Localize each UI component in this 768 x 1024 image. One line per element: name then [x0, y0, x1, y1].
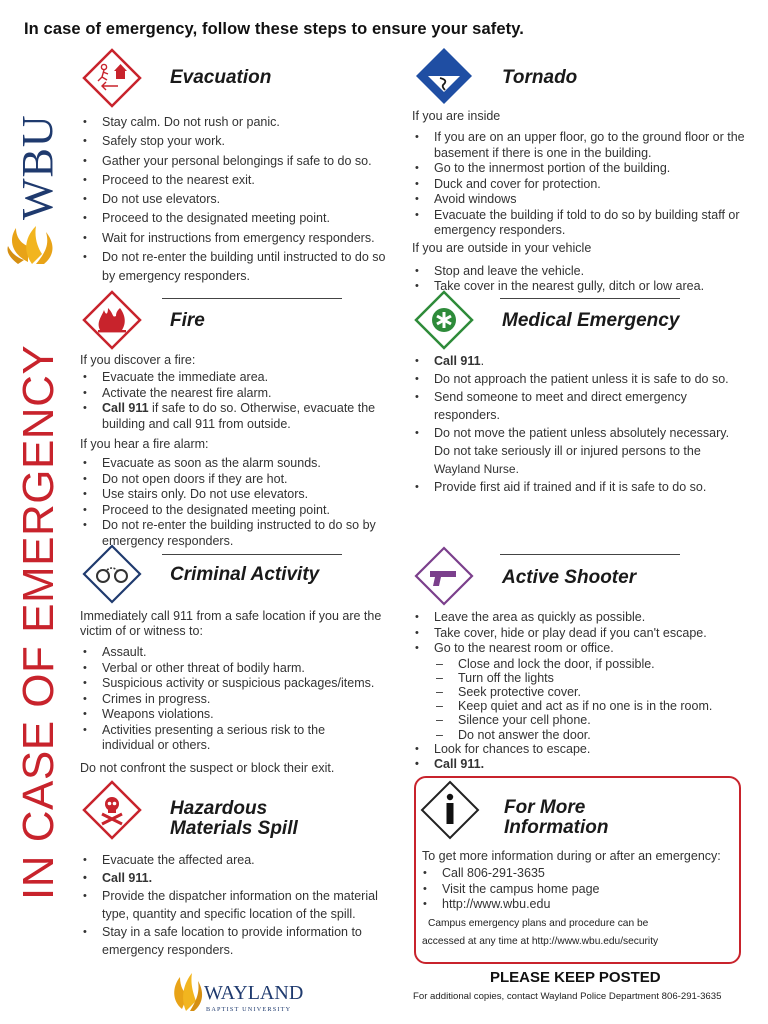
list-item: • Do not approach the patient unless it is safe to do so.	[412, 370, 752, 388]
keep-posted-label: PLEASE KEEP POSTED	[490, 969, 661, 986]
call-911-suffix: .	[480, 354, 485, 368]
more-info-note	[422, 915, 658, 951]
list-item: – Do not answer the door.	[436, 728, 752, 742]
call-911-text: Call 911	[434, 354, 481, 368]
more-info-title-line1: For More	[504, 797, 586, 818]
tornado-inside-list	[412, 130, 752, 239]
list-item: • If you are on an upper floor, go to the ground floor or the basement if there is one in the building.	[412, 130, 752, 161]
list-item: • Send someone to meet and direct emergency responders.	[412, 388, 752, 424]
criminal-footer: Do not confront the suspect or block their exit.	[80, 760, 335, 775]
handgun-icon	[414, 546, 474, 606]
list-item: • Evacuate the building if told to do so by building staff or emergency responders.	[412, 208, 752, 239]
list-item: • Evacuate the affected area.	[80, 851, 400, 869]
list-item: • Do not re-enter the building instructed to do so by emergency responders.	[80, 518, 390, 549]
list-item: • Call 911.	[412, 757, 752, 773]
criminal-section	[80, 544, 400, 776]
medical-header	[412, 290, 752, 350]
list-item	[412, 352, 752, 370]
shooter-header	[412, 546, 752, 606]
more-info-box	[414, 776, 741, 964]
side-vertical-title: IN CASE OF EMERGENCY	[14, 344, 63, 900]
list-item	[80, 401, 385, 432]
criminal-title: Criminal Activity	[170, 564, 320, 585]
skull-crossbones-icon	[82, 780, 142, 840]
info-icon	[420, 780, 480, 840]
list-item: • Proceed to the designated meeting point.	[80, 503, 400, 519]
list-item: • Stop and leave the vehicle.	[412, 264, 752, 280]
tornado-inside-label: If you are inside	[412, 109, 501, 123]
shooter-sublist	[412, 657, 752, 742]
wayland-logo-sub: BAPTIST UNIVERSITY	[206, 1006, 292, 1013]
list-item: • Stay in a safe location to provide information to emergency responders.	[80, 923, 400, 959]
list-item: • Crimes in progress.	[80, 692, 400, 708]
list-item: • Call 911.	[80, 869, 400, 887]
list-item: • Provide the dispatcher information on the material type, quantity and specific location of the spill.	[80, 887, 400, 923]
medical-note	[412, 442, 752, 478]
evacuation-list	[80, 113, 400, 287]
shooter-section	[412, 546, 752, 773]
list-item: – Close and lock the door, if possible.	[436, 657, 752, 671]
fire-icon	[82, 290, 142, 350]
more-info-note-line1: Campus emergency plans and procedure can be	[428, 918, 649, 929]
shooter-list	[412, 610, 752, 657]
list-item: – Turn off the lights	[436, 671, 752, 685]
fire-discover-list	[80, 370, 400, 432]
list-item: • Stay calm. Do not rush or panic.	[80, 113, 400, 132]
wayland-logo-name: WAYLAND	[204, 982, 304, 1004]
list-item: • Do not re-enter the building until instructed to do so by emergency responders.	[80, 248, 400, 287]
fire-discover-label: If you discover a fire:	[80, 353, 196, 367]
hazmat-header	[80, 780, 400, 840]
list-item: • Verbal or other threat of bodily harm.	[80, 661, 400, 677]
list-item[interactable]: • Visit the campus home page	[420, 882, 720, 898]
fire-alarm-list	[80, 456, 400, 549]
more-info-list	[420, 866, 720, 913]
list-item: • Evacuate the immediate area.	[80, 370, 400, 386]
hazmat-section	[80, 780, 400, 959]
list-item: • Do not use elevators.	[80, 190, 400, 209]
list-item: • Proceed to the designated meeting point.	[80, 209, 400, 228]
list-item: • Leave the area as quickly as possible.	[412, 610, 752, 626]
list-item: • Provide first aid if trained and if it is safe to do so.	[412, 478, 752, 496]
medical-note-bold: Wayland Nurse.	[434, 462, 519, 476]
fire-title: Fire	[170, 310, 205, 331]
more-info-title-line2: Information	[504, 817, 609, 838]
list-item: • Proceed to the nearest exit.	[80, 171, 400, 190]
list-item: • Activate the nearest fire alarm.	[80, 386, 400, 402]
fire-alarm-label: If you hear a fire alarm:	[80, 437, 209, 451]
list-item: – Seek protective cover.	[436, 685, 752, 699]
list-item: • Take cover, hide or play dead if you can't escape.	[412, 626, 752, 642]
list-item[interactable]: • http://www.wbu.edu	[420, 897, 720, 913]
more-info-title	[504, 798, 609, 838]
copies-contact: For additional copies, contact Wayland Police Department 806-291-3635	[413, 991, 722, 1002]
evacuation-title: Evacuation	[170, 67, 272, 88]
tornado-title: Tornado	[502, 67, 578, 88]
evacuation-icon	[82, 48, 142, 108]
evacuation-header	[80, 48, 400, 108]
medical-note-text: Do not take seriously ill or injured persons to the	[434, 444, 701, 458]
more-info-intro: To get more information during or after an emergency:	[422, 849, 721, 863]
list-item: • Duck and cover for protection.	[412, 177, 752, 193]
list-item: – Silence your cell phone.	[436, 713, 752, 727]
list-item: • Do not move the patient unless absolutely necessary.	[412, 424, 752, 442]
list-item: • Use stairs only. Do not use elevators.	[80, 487, 400, 503]
list-item[interactable]: • Call 806-291-3635	[420, 866, 720, 882]
tornado-header	[412, 46, 752, 106]
wbu-logo-text: WBU	[13, 114, 62, 220]
medical-section	[412, 290, 752, 496]
medical-list-end	[412, 478, 752, 496]
criminal-list	[80, 645, 400, 754]
hazmat-title	[170, 799, 298, 839]
evacuation-section	[80, 48, 400, 287]
flame-mark	[7, 226, 52, 264]
wbu-logo	[4, 88, 66, 268]
list-item: • Go to the nearest room or office.	[412, 641, 752, 657]
list-item: • Gather your personal belongings if safe to do so.	[80, 152, 400, 171]
criminal-intro: Immediately call 911 from a safe location if you are the victim of or witness to:	[80, 609, 382, 638]
list-item: • Do not open doors if they are hot.	[80, 472, 400, 488]
list-item: – Keep quiet and act as if no one is in the room.	[436, 699, 752, 713]
fire-header	[80, 290, 400, 350]
call-911-text: Call 911	[102, 401, 149, 415]
list-item: • Evacuate as soon as the alarm sounds.	[80, 456, 400, 472]
list-item: • Weapons violations.	[80, 707, 400, 723]
tornado-outside-label: If you are outside in your vehicle	[412, 240, 592, 255]
list-item: • Look for chances to escape.	[412, 742, 752, 758]
tornado-icon	[414, 46, 474, 106]
medical-title: Medical Emergency	[502, 310, 680, 331]
list-item: • Go to the innermost portion of the building.	[412, 161, 752, 177]
list-item: • Safely stop your work.	[80, 132, 400, 151]
list-item: • Assault.	[80, 645, 400, 661]
medical-list	[412, 352, 752, 442]
list-item: • Wait for instructions from emergency responders.	[80, 229, 400, 248]
shooter-list-end	[412, 742, 752, 773]
tornado-section	[412, 46, 752, 295]
hazmat-title-line1: Hazardous	[170, 798, 268, 819]
list-item: • Avoid windows	[412, 192, 752, 208]
call-911-rest: if safe to do so. Otherwise, evacuate the building and call 911 from outside.	[102, 401, 376, 431]
wayland-logo	[170, 967, 310, 1017]
page-headline: In case of emergency, follow these steps to ensure your safety.	[24, 20, 524, 38]
flame-mark	[174, 973, 202, 1011]
list-item: • Take cover in the nearest gully, ditch or low area.	[412, 279, 752, 295]
handcuffs-icon	[82, 544, 142, 604]
more-info-note-line2[interactable]: accessed at any time at http://www.wbu.edu/security	[422, 936, 659, 947]
hazmat-list	[80, 851, 400, 959]
criminal-header	[80, 544, 400, 604]
hazmat-title-line2: Materials Spill	[170, 818, 298, 839]
list-item: • Activities presenting a serious risk to the individual or others.	[80, 723, 370, 754]
list-item: • Suspicious activity or suspicious packages/items.	[80, 676, 400, 692]
shooter-title: Active Shooter	[502, 567, 637, 588]
medical-icon	[414, 290, 474, 350]
fire-section	[80, 290, 400, 549]
